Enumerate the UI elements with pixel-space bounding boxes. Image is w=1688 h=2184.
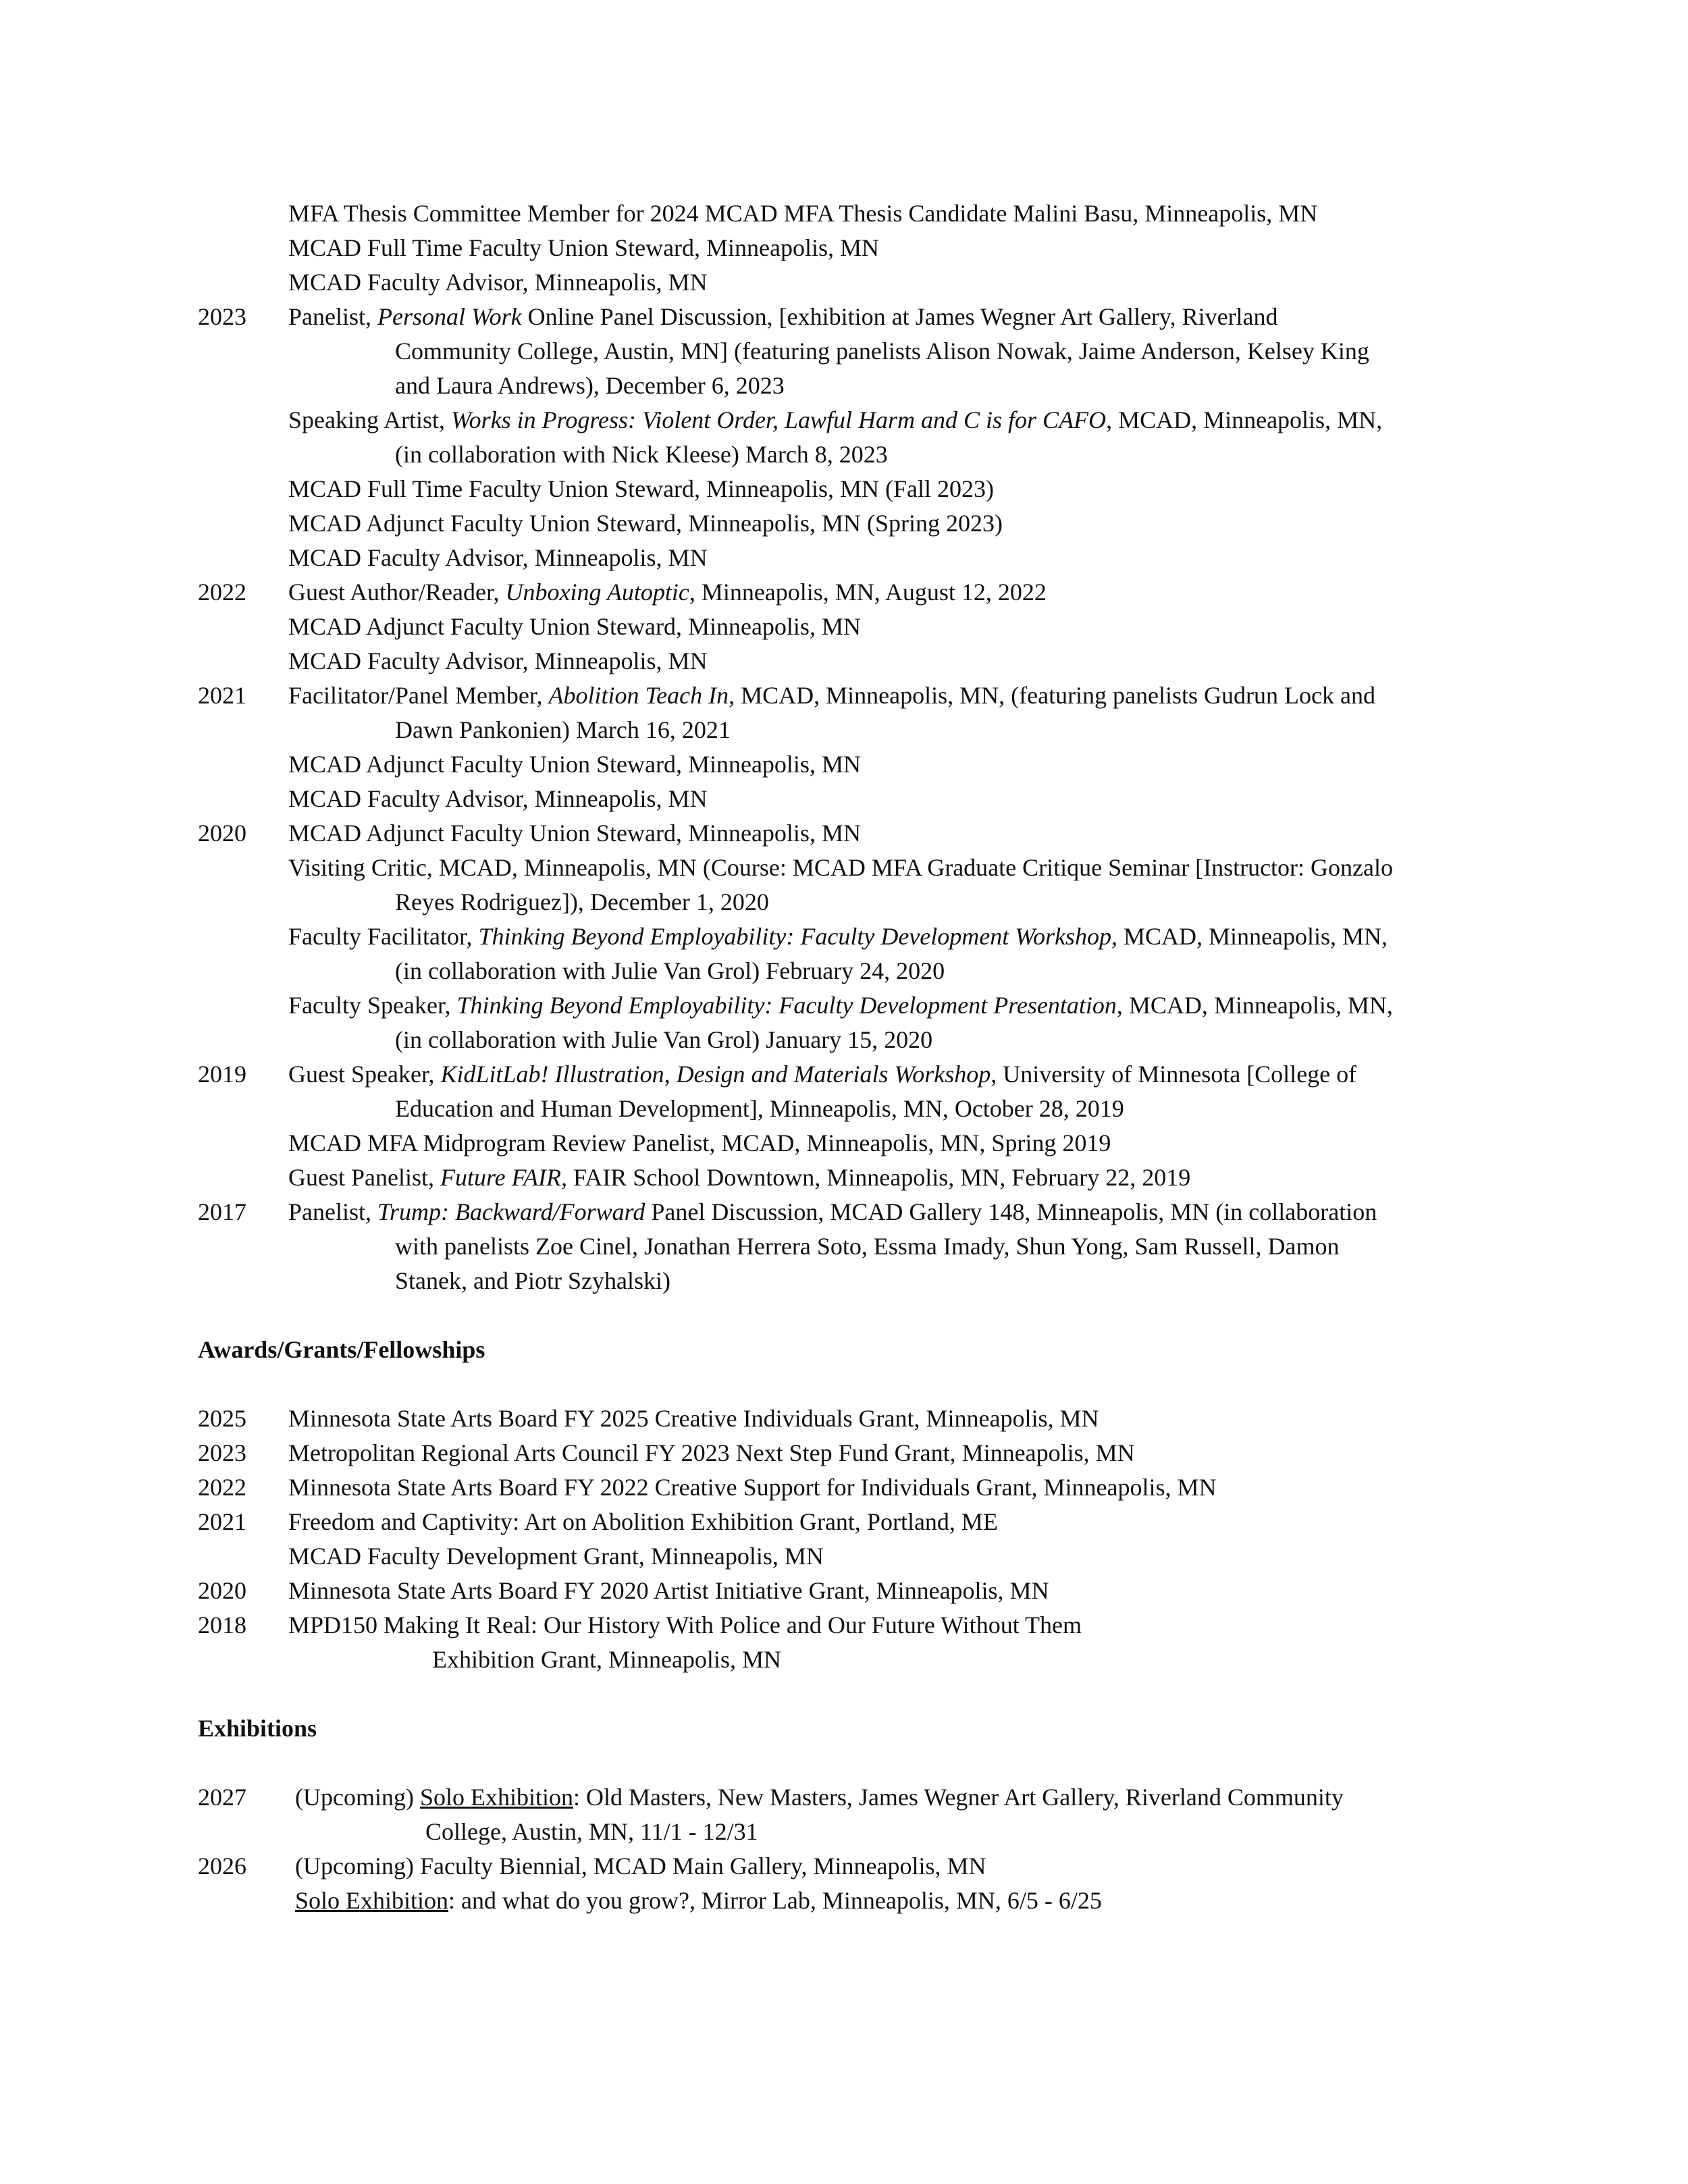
exhibition-item: (Upcoming) Faculty Biennial, MCAD Main Gallery, Minneapolis, MN: [295, 1853, 986, 1880]
year-label: 2022: [198, 579, 246, 606]
service-entry: Faculty Speaker, Thinking Beyond Employability: Faculty Development Presentation, MCAD, Minneapolis, MN,: [288, 992, 1393, 1019]
service-line: MCAD Adjunct Faculty Union Steward, Minneapolis, MN: [288, 751, 861, 778]
year-label: 2020: [198, 820, 246, 847]
service-line: MCAD MFA Midprogram Review Panelist, MCAD, Minneapolis, MN, Spring 2019: [288, 1129, 1111, 1156]
service-line: MCAD Faculty Advisor, Minneapolis, MN: [288, 544, 708, 571]
service-line: MCAD Adjunct Faculty Union Steward, Minneapolis, MN: [288, 613, 861, 640]
service-entry-cont: and Laura Andrews), December 6, 2023: [395, 372, 785, 399]
service-entry-cont: Education and Human Development], Minneapolis, MN, October 28, 2019: [395, 1095, 1124, 1122]
year-label: 2017: [198, 1198, 246, 1225]
service-line: MCAD Adjunct Faculty Union Steward, Minneapolis, MN (Spring 2023): [288, 510, 1003, 537]
award-year: 2018: [198, 1612, 246, 1639]
service-entry: Guest Author/Reader, Unboxing Autoptic, Minneapolis, MN, August 12, 2022: [288, 579, 1047, 606]
award-item: Metropolitan Regional Arts Council FY 2023 Next Step Fund Grant, Minneapolis, MN: [288, 1439, 1135, 1466]
exhibition-item: (Upcoming) Solo Exhibition: Old Masters, New Masters, James Wegner Art Gallery, Riverland Community: [295, 1784, 1344, 1811]
service-line: MCAD Faculty Advisor, Minneapolis, MN: [288, 269, 708, 296]
award-item: Minnesota State Arts Board FY 2020 Artist Initiative Grant, Minneapolis, MN: [288, 1577, 1049, 1604]
service-line: MCAD Full Time Faculty Union Steward, Minneapolis, MN: [288, 234, 880, 261]
award-item: MPD150 Making It Real: Our History With Police and Our Future Without Them: [288, 1612, 1082, 1639]
service-line: MCAD Faculty Advisor, Minneapolis, MN: [288, 785, 708, 812]
service-entry: Panelist, Personal Work Online Panel Discussion, [exhibition at James Wegner Art Gallery, Riverland: [288, 303, 1278, 330]
award-year: 2020: [198, 1577, 246, 1604]
service-entry-cont: Reyes Rodriguez]), December 1, 2020: [395, 888, 769, 915]
exhibition-year: 2027: [198, 1784, 246, 1811]
service-entry-cont: Community College, Austin, MN] (featuring panelists Alison Nowak, Jaime Anderson, Kelsey King: [395, 338, 1369, 365]
award-item: Freedom and Captivity: Art on Abolition Exhibition Grant, Portland, ME: [288, 1508, 998, 1535]
service-entry: Speaking Artist, Works in Progress: Violent Order, Lawful Harm and C is for CAFO, MCAD, Minneapolis, MN,: [288, 406, 1383, 433]
exhibition-item: Solo Exhibition: and what do you grow?, Mirror Lab, Minneapolis, MN, 6/5 - 6/25: [295, 1887, 1102, 1914]
service-entry-cont: Stanek, and Piotr Szyhalski): [395, 1267, 670, 1294]
service-entry: Visiting Critic, MCAD, Minneapolis, MN (Course: MCAD MFA Graduate Critique Seminar [Instructor: Gonzalo: [288, 854, 1393, 881]
service-entry: Panelist, Trump: Backward/Forward Panel Discussion, MCAD Gallery 148, Minneapolis, MN (in collaboration: [288, 1198, 1377, 1225]
award-year: 2021: [198, 1508, 246, 1535]
award-item: Minnesota State Arts Board FY 2022 Creative Support for Individuals Grant, Minneapolis, MN: [288, 1474, 1217, 1501]
service-line: MCAD Full Time Faculty Union Steward, Minneapolis, MN (Fall 2023): [288, 475, 995, 502]
service-entry: Guest Panelist, Future FAIR, FAIR School Downtown, Minneapolis, MN, February 22, 2019: [288, 1164, 1191, 1191]
section-heading-exhibitions: Exhibitions: [198, 1715, 317, 1742]
service-line: MFA Thesis Committee Member for 2024 MCAD MFA Thesis Candidate Malini Basu, Minneapolis, MN: [288, 200, 1318, 227]
section-heading-awards: Awards/Grants/Fellowships: [198, 1336, 485, 1363]
service-line: MCAD Faculty Advisor, Minneapolis, MN: [288, 647, 708, 674]
service-entry-cont: Dawn Pankonien) March 16, 2021: [395, 716, 731, 743]
service-entry: Faculty Facilitator, Thinking Beyond Employability: Faculty Development Workshop, MCAD, Minneapolis, MN,: [288, 923, 1388, 950]
service-entry: Guest Speaker, KidLitLab! Illustration, Design and Materials Workshop, University of Minnesota [College of: [288, 1061, 1357, 1088]
award-item-cont: Exhibition Grant, Minneapolis, MN: [432, 1646, 781, 1673]
year-label: 2021: [198, 682, 246, 709]
service-entry-cont: with panelists Zoe Cinel, Jonathan Herrera Soto, Essma Imady, Shun Yong, Sam Russell, Damon: [395, 1233, 1340, 1260]
award-year: 2022: [198, 1474, 246, 1501]
award-item: Minnesota State Arts Board FY 2025 Creative Individuals Grant, Minneapolis, MN: [288, 1405, 1099, 1432]
service-entry: Facilitator/Panel Member, Abolition Teach In, MCAD, Minneapolis, MN, (featuring panelists Gudrun Lock and: [288, 682, 1375, 709]
year-label: 2019: [198, 1061, 246, 1088]
service-entry-cont: (in collaboration with Julie Van Grol) February 24, 2020: [395, 957, 945, 984]
year-label: 2023: [198, 303, 246, 330]
award-year: 2025: [198, 1405, 246, 1432]
service-entry-cont: (in collaboration with Julie Van Grol) January 15, 2020: [395, 1026, 933, 1053]
service-entry-cont: (in collaboration with Nick Kleese) March 8, 2023: [395, 441, 888, 468]
award-year: 2023: [198, 1439, 246, 1466]
award-item: MCAD Faculty Development Grant, Minneapolis, MN: [288, 1543, 824, 1570]
exhibition-year: 2026: [198, 1853, 246, 1880]
service-line: MCAD Adjunct Faculty Union Steward, Minneapolis, MN: [288, 820, 861, 847]
exhibition-item-cont: College, Austin, MN, 11/1 - 12/31: [425, 1818, 758, 1845]
